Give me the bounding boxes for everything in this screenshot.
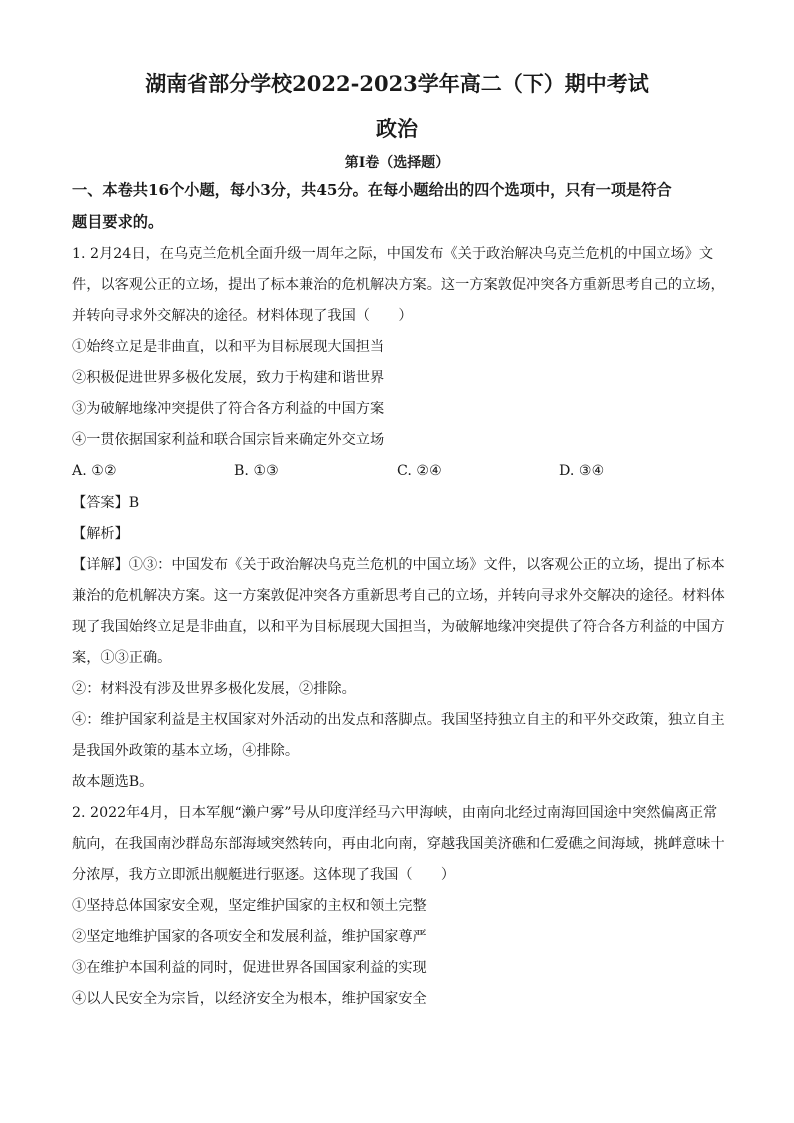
q1-option-a: A. ①② — [72, 463, 117, 479]
q1-analysis-label: 【解析】 — [72, 526, 129, 542]
q1-detail-line: 兼治的危机解决方案。这一方案敦促冲突各方重新思考自己的立场，并转向寻求外交解决的途径。材料体 — [72, 588, 725, 604]
q2-stem-line: 航向，在我国南沙群岛东部海域突然转向，再由北向南，穿越我国美济礁和仁爱礁之间海域，挑衅意味十 — [72, 836, 725, 852]
q2-item: ③在维护本国利益的同时，促进世界各国国家利益的实现 — [72, 960, 427, 976]
q1-option-d: D. ③④ — [559, 463, 605, 479]
q1-item: ②积极促进世界多极化发展，致力于构建和谐世界 — [72, 370, 385, 386]
section-intro-line-1: 一、本卷共16个小题，每小3分，共45分。在每小题给出的四个选项中，只有一项是符合 — [72, 181, 672, 199]
exam-title: 湖南省部分学校2022-2023学年高二（下）期中考试 — [145, 71, 649, 96]
q1-detail-line: 是我国外政策的基本立场，④排除。 — [72, 743, 300, 759]
q1-stem-line: 件，以客观公正的立场，提出了标本兼治的危机解决方案。这一方案敦促冲突各方重新思考自己的立场， — [72, 277, 725, 293]
q1-answer: 【答案】B — [72, 495, 140, 511]
q1-stem-line: 1. 2月24日，在乌克兰危机全面升级一周年之际，中国发布《关于政治解决乌克兰危机的中国立场》文 — [72, 246, 714, 262]
q2-stem-line: 2. 2022年4月，日本军舰“濑户雾”号从印度洋经马六甲海峡，由南向北经过南海回国途中突然偏离正常 — [72, 805, 718, 821]
subject-title: 政治 — [376, 116, 418, 141]
q1-item: ①始终立足是非曲直，以和平为目标展现大国担当 — [72, 339, 385, 355]
q2-stem-line: 分浓厚，我方立即派出舰艇进行驱逐。这体现了我国（ ） — [72, 867, 456, 883]
q1-option-b: B. ①③ — [234, 463, 279, 479]
volume-title: 第Ⅰ卷（选择题） — [344, 155, 450, 171]
q1-option-c: C. ②④ — [397, 463, 442, 479]
q1-item: ④一贯依据国家利益和联合国宗旨来确定外交立场 — [72, 432, 385, 448]
q1-detail-line: 现了我国始终立足是非曲直，以和平为目标展现大国担当，为破解地缘冲突提供了符合各方利益的中国方 — [72, 619, 725, 635]
q2-item: ①坚持总体国家安全观，坚定维护国家的主权和领土完整 — [72, 898, 427, 914]
q1-conclusion: 故本题选B。 — [72, 774, 154, 790]
q1-detail-line: 【详解】①③：中国发布《关于政治解决乌克兰危机的中国立场》文件，以客观公正的立场，提出了标本 — [72, 557, 725, 573]
q2-item: ②坚定地维护国家的各项安全和发展利益，维护国家尊严 — [72, 929, 427, 945]
q1-detail-line: ④：维护国家利益是主权国家对外活动的出发点和落脚点。我国坚持独立自主的和平外交政策，独立自主 — [72, 712, 725, 728]
q1-detail-line: 案，①③正确。 — [72, 650, 172, 666]
q1-detail-line: ②：材料没有涉及世界多极化发展，②排除。 — [72, 681, 356, 697]
q1-item: ③为破解地缘冲突提供了符合各方利益的中国方案 — [72, 401, 385, 417]
section-intro-line-2: 题目要求的。 — [72, 213, 164, 231]
q2-item: ④以人民安全为宗旨，以经济安全为根本，维护国家安全 — [72, 991, 427, 1007]
q1-stem-line: 并转向寻求外交解决的途径。材料体现了我国（ ） — [72, 308, 413, 324]
